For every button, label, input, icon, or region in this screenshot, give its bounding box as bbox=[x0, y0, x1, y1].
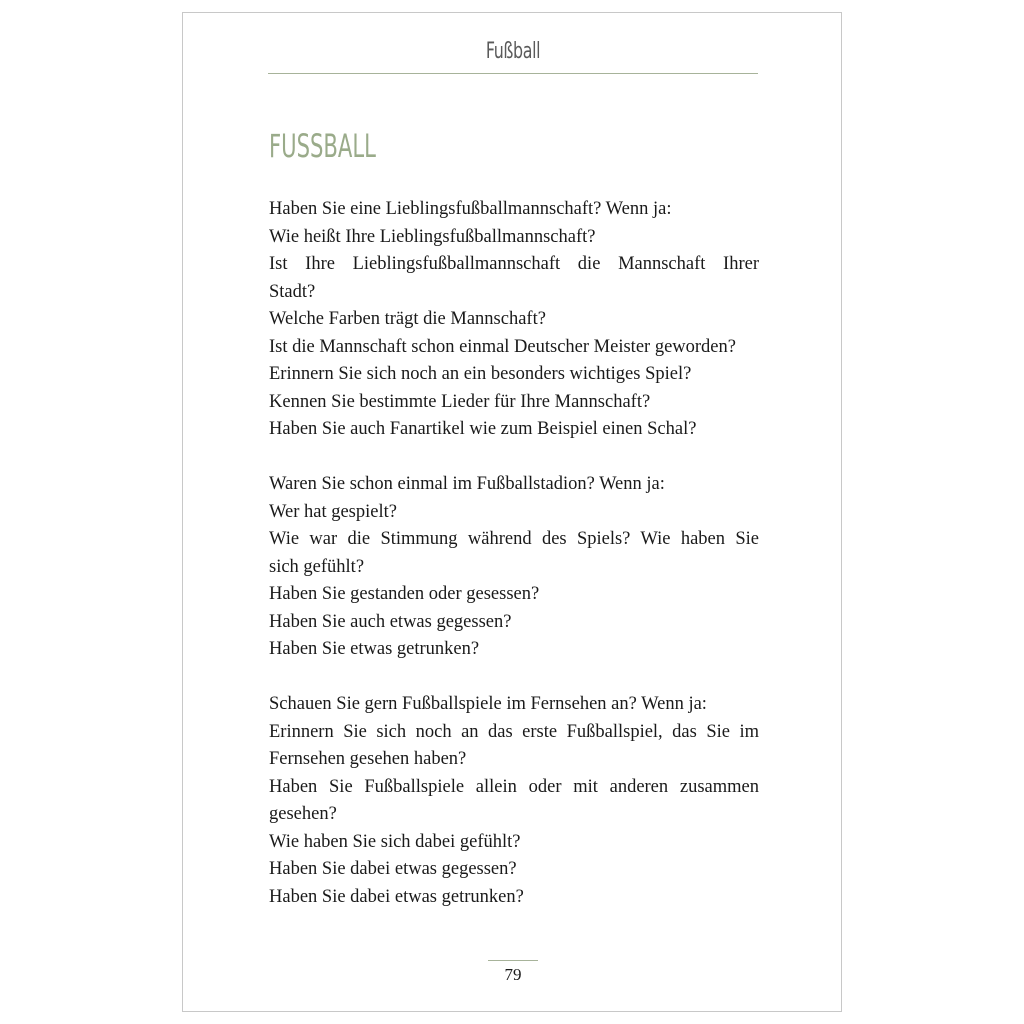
question-line: Erinnern Sie sich noch an ein besonders wichtiges Spiel? bbox=[269, 364, 692, 384]
question-line: Wer hat gespielt? bbox=[269, 501, 397, 522]
chapter-title: FUSSBALL bbox=[269, 127, 376, 165]
question-line: Ist Ihre Lieblingsfußballmannschaft die Mannschaft Ihrer bbox=[269, 254, 759, 274]
running-header: Fußball bbox=[485, 39, 541, 64]
question-line: Haben Sie dabei etwas gegessen? bbox=[269, 859, 517, 879]
question-line: Haben Sie etwas getrunken? bbox=[269, 639, 480, 659]
question-line: Haben Sie Fußballspiele allein oder mit anderen zusammen bbox=[269, 776, 759, 797]
body-text bbox=[269, 196, 759, 939]
question-line: Haben Sie auch Fanartikel wie zum Beispiel einen Schal? bbox=[269, 419, 697, 439]
question-line: Welche Farben trägt die Mannschaft? bbox=[269, 309, 546, 329]
footer-divider bbox=[488, 960, 538, 961]
question-line: Haben Sie eine Lieblingsfußballmannschaft? Wenn ja: bbox=[269, 199, 672, 219]
question-line: Ist die Mannschaft schon einmal Deutscher Meister geworden? bbox=[269, 336, 736, 357]
header-divider bbox=[268, 73, 758, 74]
question-line: Haben Sie dabei etwas getrunken? bbox=[269, 886, 524, 907]
question-line: Erinnern Sie sich noch an das erste Fußballspiel, das Sie im bbox=[269, 721, 759, 742]
question-section-television bbox=[269, 691, 759, 911]
question-section-stadium-visit bbox=[269, 471, 759, 664]
question-line: Wie haben Sie sich dabei gefühlt? bbox=[269, 831, 521, 852]
question-line: Waren Sie schon einmal im Fußballstadion? Wenn ja: bbox=[269, 474, 665, 494]
question-line: Wie heißt Ihre Lieblingsfußballmannschaft? bbox=[269, 226, 596, 247]
book-page bbox=[182, 12, 842, 1012]
question-line: Haben Sie gestanden oder gesessen? bbox=[269, 584, 540, 604]
question-line: Fernsehen gesehen haben? bbox=[269, 749, 467, 769]
question-line: Schauen Sie gern Fußballspiele im Fernsehen an? Wenn ja: bbox=[269, 694, 707, 714]
page-number: 79 bbox=[504, 965, 522, 984]
question-line: sich gefühlt? bbox=[269, 556, 365, 577]
question-line: gesehen? bbox=[269, 804, 337, 824]
question-line: Stadt? bbox=[269, 281, 316, 302]
question-section-stadium-team bbox=[269, 196, 759, 444]
question-line: Wie war die Stimmung während des Spiels? Wie haben Sie bbox=[269, 529, 759, 549]
question-line: Haben Sie auch etwas gegessen? bbox=[269, 611, 512, 632]
question-line: Kennen Sie bestimmte Lieder für Ihre Mannschaft? bbox=[269, 391, 651, 412]
